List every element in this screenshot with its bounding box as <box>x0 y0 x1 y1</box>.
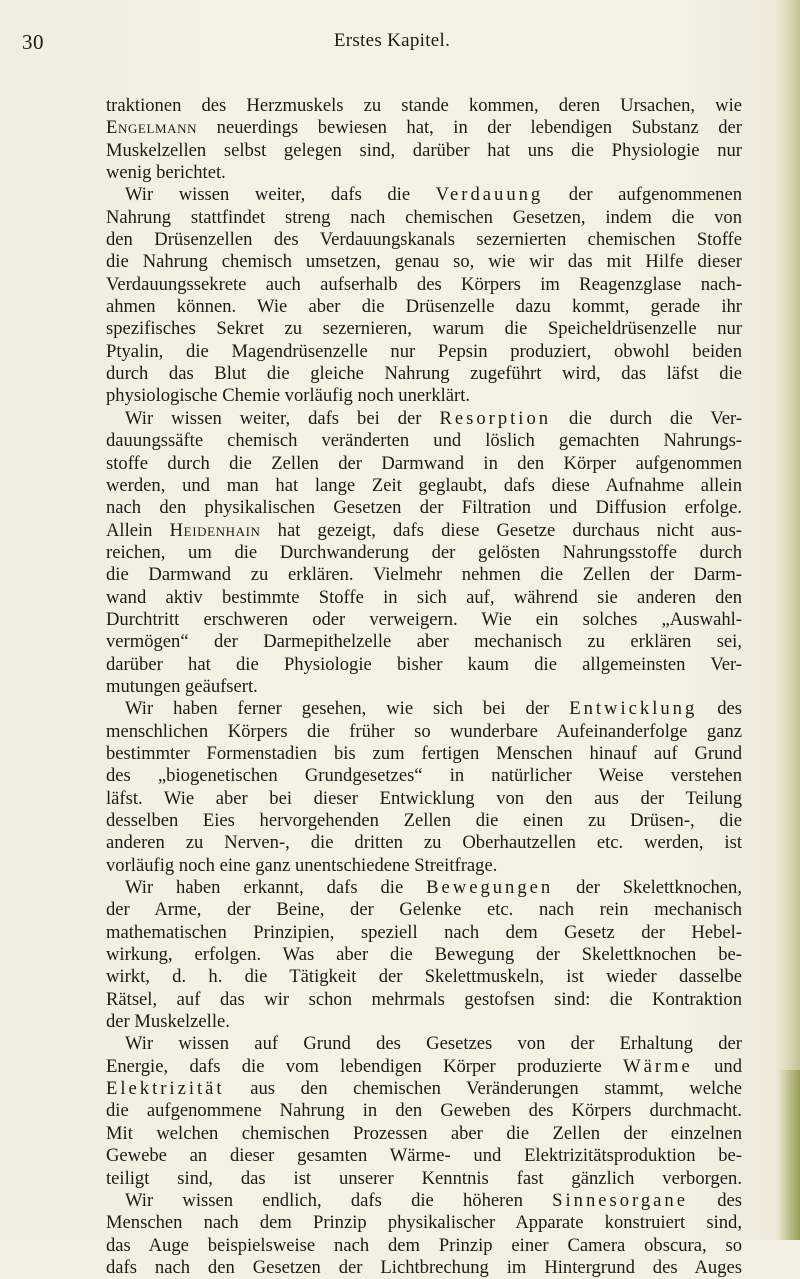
text-segment: Allein <box>106 519 170 541</box>
text-segment: läfst. Wie aber bei dieser Entwicklung von den aus der Teilung <box>106 787 742 809</box>
text-line <box>106 721 742 743</box>
text-line <box>106 430 742 452</box>
emphasized-term: Elektrizität <box>106 1078 225 1100</box>
text-segment: anderen zu Nerven-, die dritten zu Oberhautzellen etc. werden, ist <box>106 832 742 854</box>
text-segment: Durchtritt erschweren oder verweigern. Wie ein solches „Auswahl- <box>106 608 742 630</box>
text-segment: wand aktiv bestimmte Stoffe in sich auf, während sie anderen den <box>106 586 742 608</box>
text-line <box>106 832 742 854</box>
text-line <box>106 1168 742 1190</box>
text-line <box>106 542 742 564</box>
text-segment: wirkt, d. h. die Tätigkeit der Skelettmuskeln, ist wieder dasselbe <box>106 966 742 988</box>
text-line <box>106 1145 742 1167</box>
text-segment: der Arme, der Beine, der Gelenke etc. nach rein mechanisch <box>106 899 742 921</box>
text-segment: mutungen geäufsert. <box>106 675 258 697</box>
text-line <box>106 676 742 698</box>
text-segment: dafs nach den Gesetzen der Lichtbrechung im Hintergrund des Auges <box>106 1256 742 1278</box>
text-segment: wirkung, erfolgen. Was aber die Bewegung der Skelettknochen be- <box>106 944 742 966</box>
text-segment: des „biogenetischen Grundgesetzes“ in natürlicher Weise verstehen <box>106 765 742 787</box>
text-segment: spezifisches Sekret zu sezernieren, warum die Speicheldrüsenzelle nur <box>106 318 742 340</box>
text-line <box>106 944 742 966</box>
text-segment: Wir haben erkannt, dafs die <box>125 877 427 899</box>
text-line <box>106 1078 742 1100</box>
text-line <box>106 1235 742 1257</box>
text-line <box>106 296 742 318</box>
text-segment: Energie, dafs die vom lebendigen Körper produzierte <box>106 1055 624 1077</box>
text-line <box>106 922 742 944</box>
text-line <box>106 743 742 765</box>
text-segment: des <box>697 698 742 720</box>
text-segment: durch das Blut die gleiche Nahrung zugeführt wird, das läfst die <box>106 363 742 385</box>
text-segment: der Muskelzelle. <box>106 1011 230 1033</box>
text-line <box>106 855 742 877</box>
text-segment: das Auge beispielsweise nach dem Prinzip einer Camera obscura, so <box>106 1234 742 1256</box>
text-segment: dauungssäfte chemisch veränderten und löslich gemachten Nahrungs- <box>106 430 742 452</box>
text-segment: Wir wissen weiter, dafs bei der <box>125 407 440 429</box>
text-segment: hat gezeigt, dafs diese Gesetze durchaus nicht aus- <box>260 519 742 541</box>
text-segment: vermögen“ der Darmepithelzelle aber mechanisch zu erklären sei, <box>106 631 742 653</box>
text-segment: Ptyalin, die Magendrüsenzelle nur Pepsin produziert, obwohl beiden <box>106 340 742 362</box>
text-segment: Muskelzellen selbst gelegen sind, darüber hat uns die Physiologie nur <box>106 139 742 161</box>
text-segment: Rätsel, auf das wir schon mehrmals gestofsen sind: die Kontraktion <box>106 988 742 1010</box>
text-segment: die durch die Ver- <box>551 407 743 429</box>
text-segment: wenig berichtet. <box>106 162 226 184</box>
text-segment: Mit welchen chemischen Prozessen aber die Zellen der einzelnen <box>106 1122 742 1144</box>
text-segment: Nahrung stattfindet streng nach chemischen Gesetzen, indem die von <box>106 206 742 228</box>
text-line <box>106 341 742 363</box>
text-segment: neuerdings bewiesen hat, in der lebendigen Substanz der <box>197 117 742 139</box>
text-segment: die Darmwand zu erklären. Vielmehr nehmen die Zellen der Darm- <box>106 564 742 586</box>
text-line <box>106 497 742 519</box>
author-name: Heidenhain <box>169 519 261 541</box>
text-line <box>106 385 742 407</box>
emphasized-term: Entwicklung <box>569 698 698 720</box>
text-segment: darüber hat die Physiologie bisher kaum die allgemeinsten Ver- <box>106 653 742 675</box>
text-segment: Wir wissen weiter, dafs die <box>125 184 436 206</box>
text-line <box>106 698 742 720</box>
author-name: Engelmann <box>106 117 198 139</box>
emphasized-term: Verdauung <box>435 184 544 206</box>
text-segment: Verdauungssekrete auch aufserhalb des Körpers im Reagenzglase nach- <box>106 273 742 295</box>
text-line <box>106 810 742 832</box>
text-line <box>106 475 742 497</box>
text-segment: bestimmter Formenstadien bis zum fertigen Menschen hinauf auf Grund <box>106 742 742 764</box>
text-line <box>106 899 742 921</box>
text-line <box>106 587 742 609</box>
text-line <box>106 989 742 1011</box>
text-segment: Gewebe an dieser gesamten Wärme- und Elektrizitätsproduktion be- <box>106 1145 742 1167</box>
emphasized-term: Sinnesorgane <box>552 1189 688 1211</box>
text-line <box>106 1011 742 1033</box>
text-line <box>106 631 742 653</box>
text-line <box>106 274 742 296</box>
text-line <box>106 1033 742 1055</box>
text-segment: der Skelettknochen, <box>553 877 742 899</box>
text-line <box>106 318 742 340</box>
page-edge-shadow <box>774 0 800 1240</box>
text-segment: aus den chemischen Veränderungen stammt, welche <box>224 1078 742 1100</box>
text-line <box>106 140 742 162</box>
text-segment: des <box>687 1189 743 1211</box>
text-segment: Wir wissen endlich, dafs die höheren <box>125 1189 553 1211</box>
text-line <box>106 251 742 273</box>
text-line <box>106 95 742 117</box>
page-number: 30 <box>22 30 44 54</box>
text-line <box>106 1190 742 1212</box>
text-segment: menschlichen Körpers die früher so wunderbare Aufeinanderfolge ganz <box>106 720 742 742</box>
text-line <box>106 1123 742 1145</box>
page-edge-stain <box>778 1070 800 1240</box>
text-segment: Wir haben ferner gesehen, wie sich bei der <box>125 698 570 720</box>
running-head: Erstes Kapitel. <box>333 30 451 51</box>
text-segment: stoffe durch die Zellen der Darmwand in den Körper aufgenommen <box>106 452 742 474</box>
text-line <box>106 1257 742 1279</box>
text-line <box>106 184 742 206</box>
text-line <box>106 207 742 229</box>
text-line <box>106 162 742 184</box>
text-line <box>106 877 742 899</box>
text-line <box>106 363 742 385</box>
emphasized-term: Bewegungen <box>426 877 554 899</box>
emphasized-term: Resorption <box>439 407 552 429</box>
text-line <box>106 966 742 988</box>
page-header <box>22 30 762 60</box>
text-line <box>106 1212 742 1234</box>
text-segment: physiologische Chemie vorläufig noch unerklärt. <box>106 385 471 407</box>
text-line <box>106 609 742 631</box>
text-segment: Wir wissen auf Grund des Gesetzes von der Erhaltung der <box>125 1033 742 1055</box>
text-segment: Menschen nach dem Prinzip physikalischer Apparate konstruiert sind, <box>106 1212 742 1234</box>
text-segment: desselben Eies hervorgehenden Zellen die einen zu Drüsen-, die <box>106 810 742 831</box>
text-line <box>106 654 742 676</box>
text-line <box>106 765 742 787</box>
text-line <box>106 788 742 810</box>
text-line <box>106 1056 742 1078</box>
text-line <box>106 408 742 430</box>
text-segment: mathematischen Prinzipien, speziell nach dem Gesetz der Hebel- <box>106 921 742 943</box>
text-segment: nach den physikalischen Gesetzen der Filtration und Diffusion erfolge. <box>106 497 742 519</box>
text-segment: vorläufig noch eine ganz unentschiedene Streitfrage. <box>106 854 498 876</box>
body-text <box>106 95 742 1279</box>
emphasized-term: Wärme <box>623 1055 693 1077</box>
text-segment: werden, und man hat lange Zeit geglaubt, dafs diese Aufnahme allein <box>106 474 742 496</box>
text-line <box>106 564 742 586</box>
text-line <box>106 1100 742 1122</box>
text-segment: ahmen können. Wie aber die Drüsenzelle dazu kommt, gerade ihr <box>106 296 742 318</box>
text-segment: und <box>692 1055 742 1077</box>
text-line <box>106 453 742 475</box>
text-segment: reichen, um die Durchwanderung der gelösten Nahrungsstoffe durch <box>106 541 742 563</box>
text-segment: der aufgenommenen <box>543 184 742 206</box>
text-line <box>106 520 742 542</box>
text-segment: den Drüsenzellen des Verdauungskanals sezernierten chemischen Stoffe <box>106 229 742 251</box>
text-segment: die aufgenommene Nahrung in den Geweben des Körpers durchmacht. <box>106 1100 742 1122</box>
text-segment: traktionen des Herzmuskels zu stande kommen, deren Ursachen, wie <box>106 95 742 116</box>
text-segment: die Nahrung chemisch umsetzen, genau so, wie wir das mit Hilfe dieser <box>106 251 742 273</box>
text-segment: teiligt sind, das ist unserer Kenntnis fast gänzlich verborgen. <box>106 1167 742 1189</box>
text-line <box>106 229 742 251</box>
text-line <box>106 117 742 139</box>
